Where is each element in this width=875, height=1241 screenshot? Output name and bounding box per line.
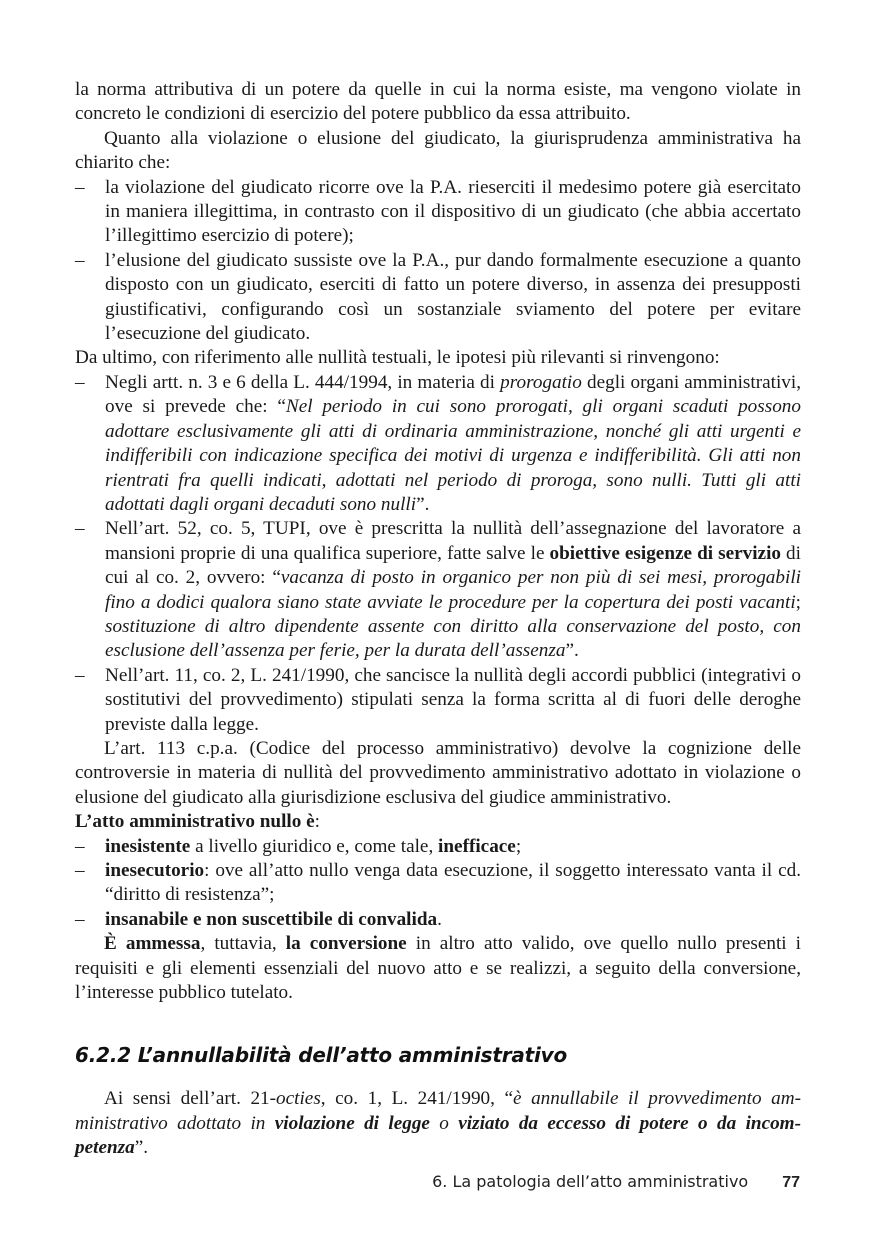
list-giudicato <box>75 176 801 347</box>
list-item: – inesistente a livello giuridico e, come tale, inefficace; <box>75 835 801 859</box>
list-item: – l’elusione del giudicato sussiste ove la P.A., pur dando formalmente esecuzione a quanto disposto con un giudicato, eserciti di fatto un potere diverso, in assenza dei presupposti giustificativi, configurando così un sostanziale sviamento del potere per evitare l’esecuzione del giudicato. <box>75 249 801 345</box>
quotation: vacanza di posto in organico per non più di sei mesi, prorogabili fino a dodici qualora siano state avviate le procedure per la copertura dei posti vacanti <box>105 567 801 613</box>
paragraph: L’atto amministrativo nullo è: <box>75 811 321 833</box>
dash-marker: – <box>75 371 85 393</box>
dash-marker: – <box>75 908 85 930</box>
paragraph: È ammessa, tuttavia, la conversione in altro atto valido, ove quello nullo presenti i requisiti e gli elementi essenziali del nuovo atto e se realizzi, a seguito della conversione, l’interesse pubblico tutelato. <box>75 933 802 1004</box>
dash-marker: – <box>75 835 85 857</box>
list-item: – Negli artt. n. 3 e 6 della L. 444/1994, in materia di prorogatio degli organi amministrativi, ove si prevede che: “Nel periodo in cui sono prorogati, gli organi scaduti possono adottare esclusivamente gli atti di ordinaria amministrazione, nonché gli atti urgenti e indifferibili con indicazione specifica dei motivi di urgenza e indifferibilità. Gli atti non rientrati fra quelli indicati, adottati nel periodo di proroga, sono nulli. Tutti gli atti adottati dagli organi decaduti sono nulli”. <box>75 371 801 515</box>
dash-marker: – <box>75 518 85 540</box>
list-nullita-testuali <box>75 371 801 737</box>
page-body <box>75 78 801 1161</box>
running-footer <box>432 1172 800 1192</box>
list-item: – Nell’art. 11, co. 2, L. 241/1990, che sancisce la nullità degli accordi pubblici (integrativi o sostitutivi del provvedimento) stipulati senza la forma scritta al di fuori delle deroghe previste dalla legge. <box>75 664 801 735</box>
list-item: – inesecutorio: ove all’atto nullo venga data esecuzione, il soggetto interessato vanta il cd. “diritto di resistenza”; <box>75 860 801 906</box>
dash-marker: – <box>75 664 85 686</box>
list-item: – Nell’art. 52, co. 5, TUPI, ove è prescritta la nullità dell’assegnazione del lavoratore a mansioni proprie di una qualifica superiore, fatte salve le obiettive esigenze di servizio di cui al co. 2, ovvero: “vacanza di posto in organico per non più di sei mesi, prorogabili fino a dodici qualora siano state avviate le procedure per la copertura dei posti vacanti; sostituzione di altro dipendente assente con diritto alla conservazione del posto, con esclusione dell’assenza per ferie, per la durata dell’assenza”. <box>75 518 801 662</box>
list-item: – la violazione del giudicato ricorre ove la P.A. rieserciti il medesimo potere già esercitato in maniera illegittima, in contrasto con il dispositivo di un giudicato (che abbia accertato l’illegittimo esercizio di potere); <box>75 176 801 247</box>
dash-marker: – <box>75 249 85 271</box>
paragraph: la norma attributiva di un potere da quelle in cui la norma esiste, ma vengono violate in concreto le condizioni di esercizio del potere pubblico da essa attribuito. <box>75 79 801 125</box>
quotation: sostituzione di altro dipendente assente con diritto alla conservazione del posto, con esclusione dell’assenza per ferie, per la durata dell’assenza <box>105 615 801 662</box>
page-number: 77 <box>782 1174 800 1191</box>
paragraph: Da ultimo, con riferimento alle nullità testuali, le ipotesi più rilevanti si rinvengono: <box>75 347 720 369</box>
paragraph: L’art. 113 c.p.a. (Codice del processo amministrativo) devolve la cognizione delle controversie in materia di nullità del provvedimento amministrativo adottato in violazione o elusione del giudicato alla giurisdizione esclusiva del giudice amministrativo. <box>75 737 801 808</box>
paragraph: Ai sensi dell’art. 21-octies, co. 1, L. 241/1990, “è annullabile il provvedimento amministrativo adottato in violazione di legge o viziato da eccesso di potere o da incompetenza”. <box>75 1088 801 1159</box>
section-heading: 6.2.2 L’annullabilità dell’atto amministrativo <box>75 1043 568 1068</box>
quotation: Nel periodo in cui sono prorogati, gli organi scaduti possono adottare esclusivamente gli atti di ordinaria amministrazione, nonché gli atti urgenti e indifferibili con indicazione specifica dei motivi di urgenza e indifferibilità. Gli atti non rientrati fra quelli indicati, adottati nel periodo di proroga, sono nulli. Tutti gli atti adottati dagli organi decaduti sono nulli <box>105 396 801 515</box>
list-atto-nullo <box>75 835 801 933</box>
dash-marker: – <box>75 860 85 881</box>
paragraph: Quanto alla violazione o elusione del giudicato, la giurisprudenza amministrativa ha chiarito che: <box>75 127 801 174</box>
dash-marker: – <box>75 176 85 198</box>
list-item: – insanabile e non suscettibile di convalida. <box>75 908 801 932</box>
chapter-title: 6. La patologia dell’atto amministrativo <box>432 1172 749 1191</box>
